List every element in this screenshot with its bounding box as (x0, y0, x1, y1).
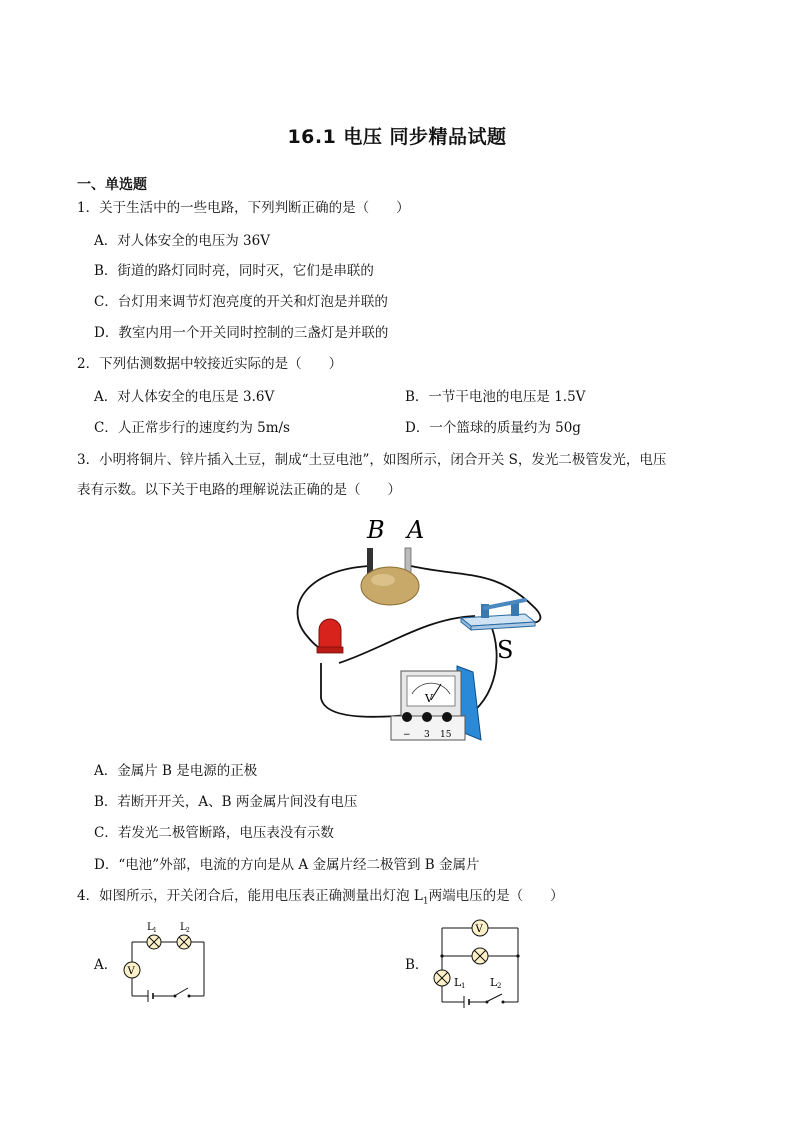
bulb-l2 (177, 935, 191, 949)
terminal-3-label: 3 (424, 730, 430, 740)
question-4-option-a-label: A． (94, 957, 118, 973)
question-3-option-c: C．若发光二极管断路，电压表没有示数 (94, 825, 334, 841)
l1-label-b: L (454, 976, 462, 989)
question-3-option-d: D．“电池”外部，电流的方向是从 A 金属片经二极管到 B 金属片 (94, 857, 480, 873)
question-4-stem-tail: 两端电压的是（ ） (428, 888, 564, 904)
question-1-option-b: B．街道的路灯同时亮，同时灭，它们是串联的 (94, 263, 374, 279)
question-4-stem-subscript: 1 (422, 896, 429, 907)
potato (361, 567, 419, 605)
page-title: 16.1 电压 同步精品试题 (287, 126, 507, 148)
switch (461, 600, 535, 630)
question-1-option-d: D．教室内用一个开关同时控制的三盏灯是并联的 (94, 325, 389, 341)
potato-battery-circuit-figure (285, 508, 545, 748)
question-4-option-b-label: B． (405, 957, 429, 973)
question-4-stem-text: 4．如图所示，开关闭合后，能用电压表正确测量出灯泡 L (77, 888, 423, 904)
question-1-option-c: C．台灯用来调节灯泡亮度的开关和灯泡是并联的 (94, 294, 388, 310)
l1-subscript-b: 1 (461, 982, 466, 990)
question-4-option-b-circuit (428, 916, 524, 1008)
label-a: A (407, 516, 425, 544)
light-emitting-diode (317, 619, 343, 653)
bulb-l2-b (472, 948, 488, 964)
bulb-l1 (147, 935, 161, 949)
question-1-option-a: A．对人体安全的电压为 36V (94, 233, 270, 249)
voltmeter-symbol: V (425, 692, 433, 705)
l1-subscript-a: 1 (153, 927, 157, 934)
question-3-option-a: A．金属片 B 是电源的正极 (94, 763, 258, 779)
terminal-minus-label: − (403, 730, 411, 740)
question-3-stem-line-1: 3．小明将铜片、锌片插入土豆，制成“土豆电池”，如图所示，闭合开关 S，发光二极管发光，电压 (77, 452, 667, 468)
metal-plate-b (367, 548, 373, 574)
l2-subscript-a: 2 (186, 927, 190, 934)
l2-label-b: L (490, 976, 498, 989)
terminal-15-label: 15 (440, 730, 452, 740)
voltmeter (391, 666, 481, 740)
question-3-option-b: B．若断开开关，A、B 两金属片间没有电压 (94, 794, 358, 810)
question-2-option-a: A．对人体安全的电压是 3.6V (94, 389, 275, 405)
bulb-l1-b (434, 970, 450, 986)
section-heading: 一、单选题 (77, 177, 147, 193)
question-4-option-a-circuit (118, 918, 212, 1002)
l1-label-a: L (147, 922, 154, 933)
question-2-option-d: D．一个篮球的质量约为 50g (405, 420, 581, 436)
voltmeter-label-b: V (475, 924, 483, 935)
question-3-stem-line-2: 表有示数。以下关于电路的理解说法正确的是（ ） (77, 482, 401, 498)
label-b: B (367, 516, 385, 544)
l2-label-a: L (180, 922, 187, 933)
l2-subscript-b: 2 (497, 982, 502, 990)
label-s: S (497, 636, 514, 664)
question-2-stem: 2．下列估测数据中较接近实际的是（ ） (77, 356, 343, 372)
question-2-option-c: C．人正常步行的速度约为 5m/s (94, 420, 290, 436)
voltmeter-label-a: V (127, 966, 135, 977)
question-2-option-b: B．一节干电池的电压是 1.5V (405, 389, 586, 405)
question-1-stem: 1．关于生活中的一些电路，下列判断正确的是（ ） (77, 200, 410, 216)
question-4-stem (77, 887, 564, 911)
